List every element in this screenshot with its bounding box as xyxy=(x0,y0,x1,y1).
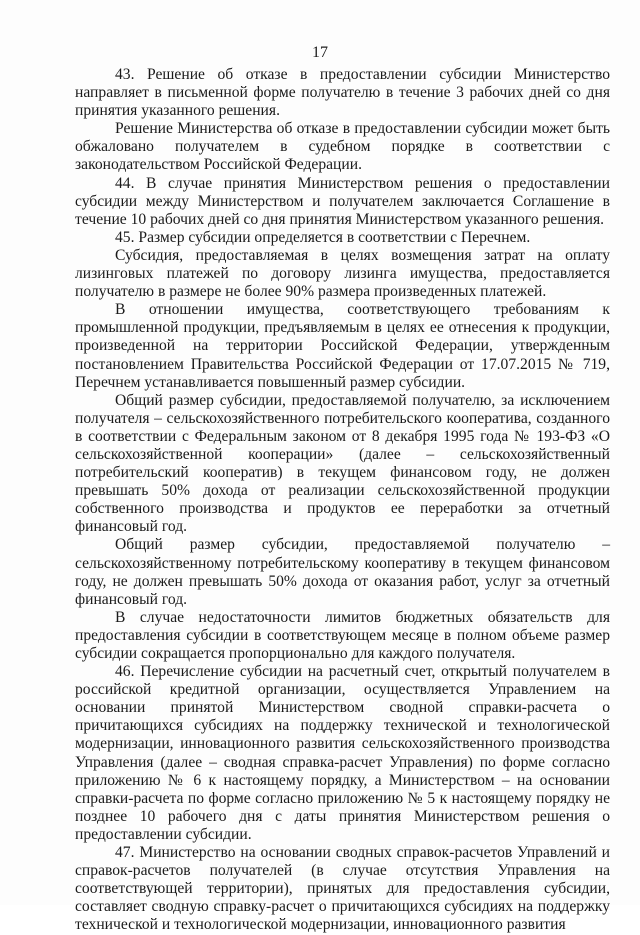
paragraph-cooperative-subsidy: Общий размер субсидии, предоставляемой получателю – сельскохозяйственному потребительскому кооперативу в текущем финансовом году, не должен превышать 50% дохода от оказания работ, услуг за отчетный финансовый год. xyxy=(75,536,610,608)
paragraph-leasing-subsidy: Субсидия, предоставляемая в целях возмещения затрат на оплату лизинговых платежей по договору лизинга имущества, предоставляется получателю в размере не более 90% размера произведенных платежей. xyxy=(75,246,610,301)
paragraph-45: 45. Размер субсидии определяется в соответствии с Перечнем. xyxy=(115,228,531,246)
paragraph-industrial-property: В отношении имущества, соответствующего требованиям к промышленной продукции, предъявляемым в целях ее отнесения к продукции, произведенной на территории Российской Федерации, утвержденным постановлением Правительства Российской Федерации от 17.07.2015 № 719, Перечнем устанавливается повышенный размер субсидии. xyxy=(75,301,610,391)
paragraph-44: 44. В случае принятия Министерством решения о предоставлении субсидии между Министерством и получателем заключается Соглашение в течение 10 рабочих дней со дня принятия Министерством указанного решения. xyxy=(75,174,610,228)
paragraph-46: 46. Перечисление субсидии на расчетный счет, открытый получателем в российской кредитной организации, осуществляется Управлением на основании принятой Министерством сводной справки-расчета о причитающихся субсидиях на поддержку технической и технологической модернизации, инновационного развития сельскохозяйственного производства Управления (далее – сводная справка-расчет Управления) по форме согласно приложению № 6 к настоящему порядку, а Министерством – на основании справки-расчета по форме согласно приложению № 5 к настоящему порядку не позднее 10 рабочего дня с даты принятия Министерством решения о предоставлении субсидии. xyxy=(75,663,610,843)
paragraph-total-subsidy: Общий размер субсидии, предоставляемой получателю, за исключением получателя – сельскохозяйственного потребительского кооператива, созданного в соответствии с Федеральным законом от 8 декабря 1995 года № 193-ФЗ «О сельскохозяйственной кооперации» (далее – сельскохозяйственный потребительский кооператив) в текущем финансовом году, не должен превышать 50% дохода от реализации сельскохозяйственной продукции собственного производства и продуктов ее переработки за отчетный финансовый год. xyxy=(75,391,610,536)
paragraph-appeal: Решение Министерства об отказе в предоставлении субсидии может быть обжаловано получателем в судебном порядке в соответствии с законодательством Российской Федерации. xyxy=(75,120,610,174)
page-number: 17 xyxy=(312,44,328,61)
paragraph-insufficient-limits: В случае недостаточности лимитов бюджетных обязательств для предоставления субсидии в соответствующем месяце в полном объеме размер субсидии сокращается пропорционально для каждого получателя. xyxy=(75,608,610,662)
paragraph-47: 47. Министерство на основании сводных справок-расчетов Управлений и справок-расчетов получателей (в случае отсутствия Управления на соответствующей территории), принятых для предоставления субсидии, составляет сводную справку-расчет о причитающихся субсидиях на поддержку технической и технологической модернизации, инновационного развития xyxy=(75,844,610,934)
document-body xyxy=(75,66,610,935)
paragraph-43: 43. Решение об отказе в предоставлении субсидии Министерство направляет в письменной форме получателю в течение 3 рабочих дней со дня принятия указанного решения. xyxy=(75,66,610,120)
